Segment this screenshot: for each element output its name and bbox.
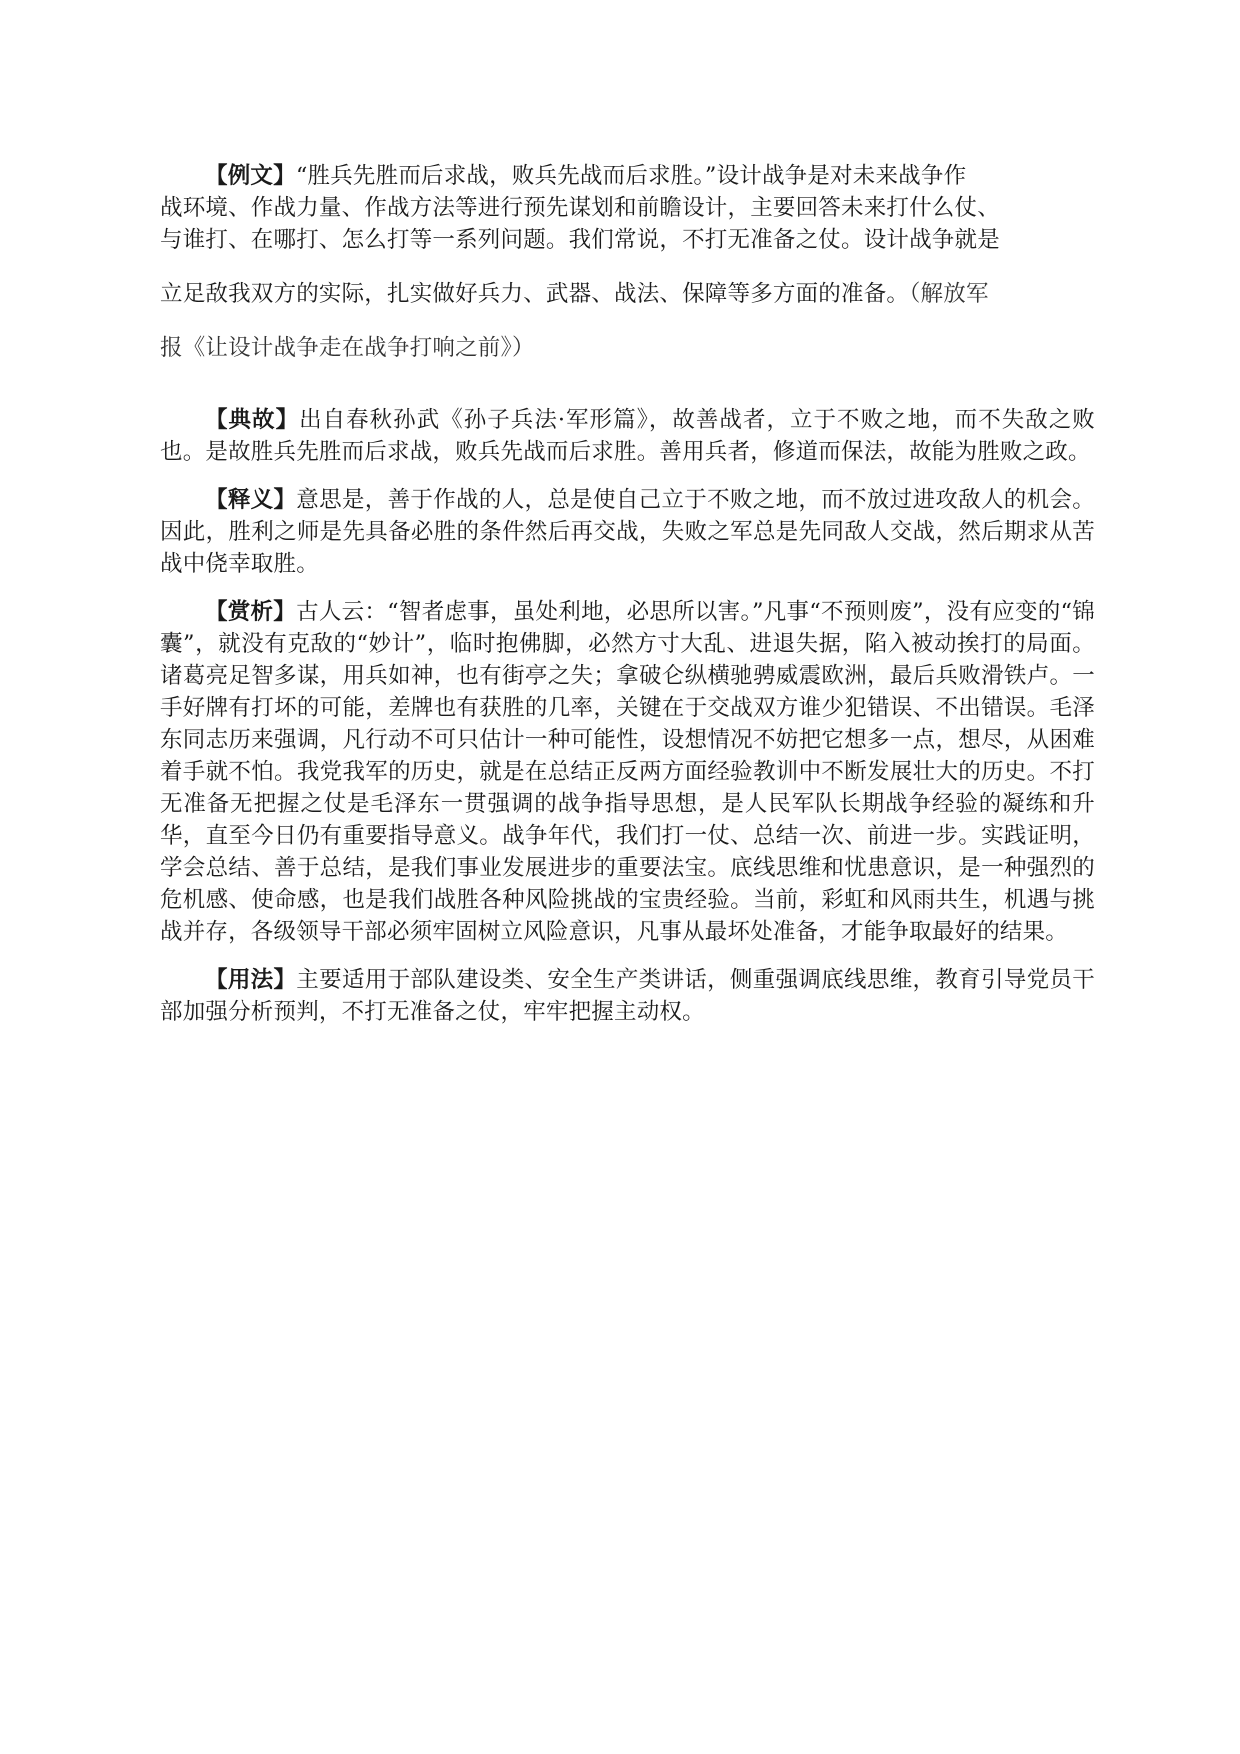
analysis-text: 古人云：“智者虑事，虽处利地，必思所以害。”凡事“不预则废”，没有应变的“锦囊”，就没有克敌的“妙计”，临时抱佛脚，必然方寸大乱、进退失据，陷入被动挨打的局面。诸葛亮足智多谋，用兵如神，也有街亭之失；拿破仑纵横驰骋威震欧洲，最后兵败滑铁卢。一手好牌有打坏的可能，差牌也有获胜的几率，关键在于交战双方谁少犯错误、不出错误。毛泽东同志历来强调，凡行动不可只估计一种可能性，设想情况不妨把它想多一点，想尽，从困难着手就不怕。我党我军的历史，就是在总结正反两方面经验教训中不断发展壮大的历史。不打无准备无把握之仗是毛泽东一贯强调的战争指导思想，是人民军队长期战争经验的凝练和升华，直至今日仍有重要指导意义。战争年代，我们打一仗、总结一次、前进一步。实践证明，学会总结、善于总结，是我们事业发展进步的重要法宝。底线思维和忧患意识，是一种强烈的危机感、使命感，也是我们战胜各种风险挑战的宝贵经验。当前，彩虹和风雨共生，机遇与挑战并存，各级领导干部必须牢固树立风险意识，凡事从最坏处准备，才能争取最好的结果。 bbox=[160, 599, 1095, 945]
analysis-lead: 【赏析】 bbox=[205, 599, 297, 625]
example-source-b: 报《让设计战争走在战争打响之前》） bbox=[160, 335, 535, 361]
allusion-text: 出自春秋孙武《孙子兵法·军形篇》，故善战者，立于不败之地，而不失敌之败也。是故胜兵先胜而后求战，败兵先战而后求胜。善用兵者，修道而保法，故能为胜败之政。 bbox=[160, 407, 1095, 465]
meaning-lead: 【释义】 bbox=[205, 487, 297, 513]
usage-lead: 【用法】 bbox=[205, 967, 297, 993]
example-paragraph bbox=[160, 160, 1095, 364]
example-line-3: 与谁打、在哪打、怎么打等一系列问题。我们常说，不打无准备之仗。设计战争就是 bbox=[160, 227, 1000, 253]
example-line-1: “胜兵先胜而后求战，败兵先战而后求胜。”设计战争是对未来战争作 bbox=[295, 163, 967, 189]
meaning-paragraph bbox=[160, 484, 1095, 580]
meaning-text: 意思是，善于作战的人，总是使自己立于不败之地，而不放过进攻敌人的机会。因此，胜利之师是先具备必胜的条件然后再交战，失败之军总是先同敌人交战，然后期求从苦战中侥幸取胜。 bbox=[160, 487, 1095, 577]
allusion-paragraph bbox=[160, 404, 1095, 468]
example-source-a: （解放军 bbox=[909, 281, 989, 307]
example-line-4: 立足敌我双方的实际，扎实做好兵力、武器、战法、保障等多方面的准备。 bbox=[160, 281, 910, 307]
allusion-lead: 【典故】 bbox=[205, 407, 300, 433]
example-lead: 【例文】 bbox=[205, 163, 296, 189]
example-line-2: 战环境、作战力量、作战方法等进行预先谋划和前瞻设计，主要回答未来打什么仗、 bbox=[160, 195, 1000, 221]
section-spacer bbox=[160, 384, 1095, 404]
analysis-paragraph bbox=[160, 596, 1095, 948]
usage-text: 主要适用于部队建设类、安全生产类讲话，侧重强调底线思维，教育引导党员干部加强分析预判，不打无准备之仗，牢牢把握主动权。 bbox=[160, 967, 1095, 1025]
example-line-4-wrap bbox=[160, 278, 1095, 310]
usage-paragraph bbox=[160, 964, 1095, 1028]
document-page bbox=[160, 160, 1095, 1044]
